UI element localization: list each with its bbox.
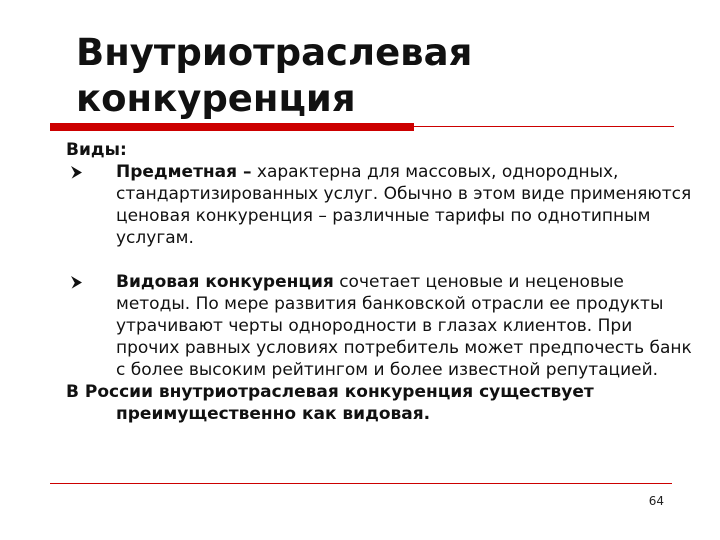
slide-title xyxy=(76,30,676,122)
arrowhead-bullet-icon xyxy=(70,276,83,289)
slide-body xyxy=(66,139,696,425)
footer-divider-line xyxy=(50,483,672,484)
summary-statement: В России внутриотраслевая конкуренция существует преимущественно как видовая. xyxy=(66,382,594,424)
arrowhead-bullet-icon xyxy=(70,166,83,179)
spacer xyxy=(66,249,696,271)
slide-title-line-2: конкуренция xyxy=(76,77,356,120)
bullet-text: сочетает ценовые и неценовые методы. По мере развития банковской отрасли ее продукты утрачивают черты однородности в глазах клиентов. При прочих равных условиях потребитель может предпочесть банк с более высоким рейтингом и более известной репутацией. xyxy=(116,272,692,380)
title-divider-line xyxy=(414,126,674,127)
section-heading: Виды: xyxy=(66,140,127,160)
page-number: 64 xyxy=(648,494,664,508)
title-accent-bar xyxy=(50,123,414,131)
slide-title-line-1: Внутриотраслевая xyxy=(76,31,473,74)
bullet-item-species xyxy=(66,271,696,381)
bullet-term: Предметная – xyxy=(116,162,252,182)
bullet-term: Видовая конкуренция xyxy=(116,272,334,292)
bullet-item-subject xyxy=(66,161,696,249)
bullet-text: характерна для массовых, однородных, стандартизированных услуг. Обычно в этом виде применяются ценовая конкуренция – различные тарифы по однотипным услугам. xyxy=(116,162,692,248)
